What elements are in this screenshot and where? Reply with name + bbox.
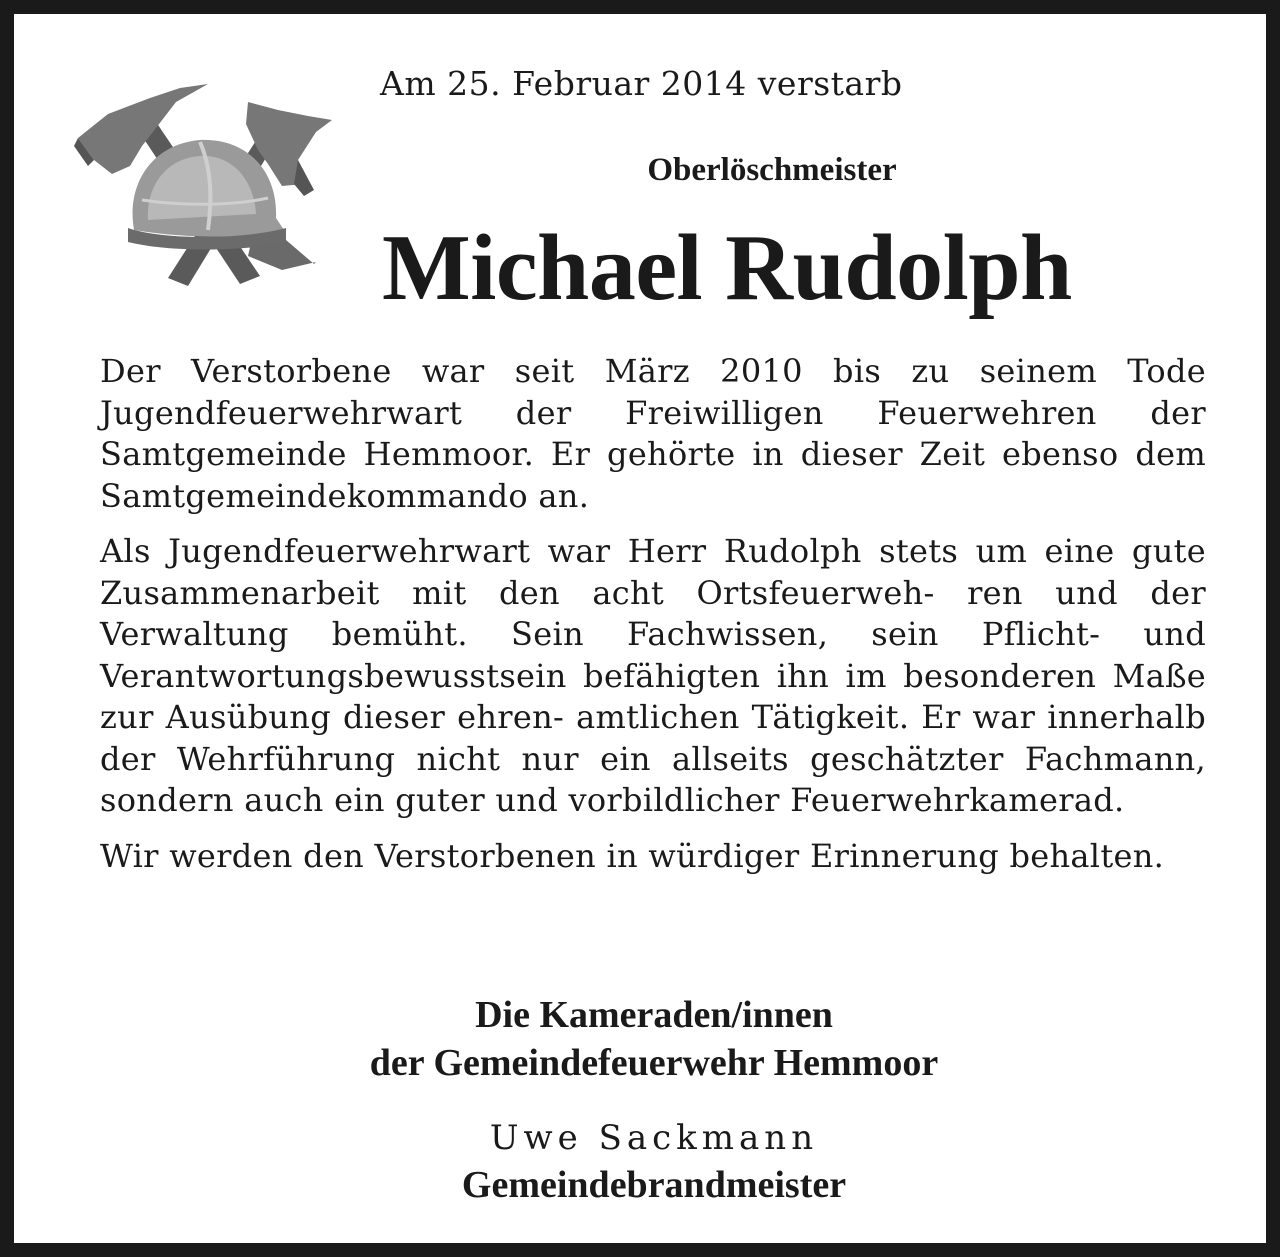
deceased-rank: Oberlöschmeister	[647, 152, 897, 188]
signer-name: Uwe Sackmann	[489, 1118, 819, 1158]
notice-body	[100, 351, 1206, 891]
fire-brigade-helmet-axes-icon	[72, 80, 332, 290]
signature-group-line-1: Die Kameraden/innen	[475, 994, 833, 1036]
deceased-name: Michael Rudolph	[382, 216, 1072, 320]
body-paragraph-1: Der Verstorbene war seit März 2010 bis zu seinem Tode Jugendfeuerwehrwart der Freiwilligen Feuerwehren der Samtgemeinde Hemmoor. Er gehörte in dieser Zeit ebenso dem Samtgemeindekommando an.	[100, 352, 1206, 515]
body-paragraph-2: Als Jugendfeuerwehrwart war Herr Rudolph stets um eine gute Zusammenarbeit mit den acht Ortsfeuerweh- ren und der Verwaltung bemüht. Sein Fachwissen, sein Pflicht- und Verantwortungsbewusstsein befähigten ihn im besonderen Maße zur Ausübung dieser ehren- amtlichen Tätigkeit. Er war innerhalb der Wehrführung nicht nur ein allseits geschätzter Fachmann, sondern auch ein guter und vorbildlicher Feuerwehrkamerad.	[100, 532, 1206, 819]
date-of-death-line: Am 25. Februar 2014 verstarb	[380, 64, 903, 103]
signature-group-line-2: der Gemeindefeuerwehr Hemmoor	[369, 1042, 939, 1084]
body-paragraph-3: Wir werden den Verstorbenen in würdiger Erinnerung behalten.	[100, 836, 1165, 875]
signer-title: Gemeindebrandmeister	[461, 1164, 847, 1206]
